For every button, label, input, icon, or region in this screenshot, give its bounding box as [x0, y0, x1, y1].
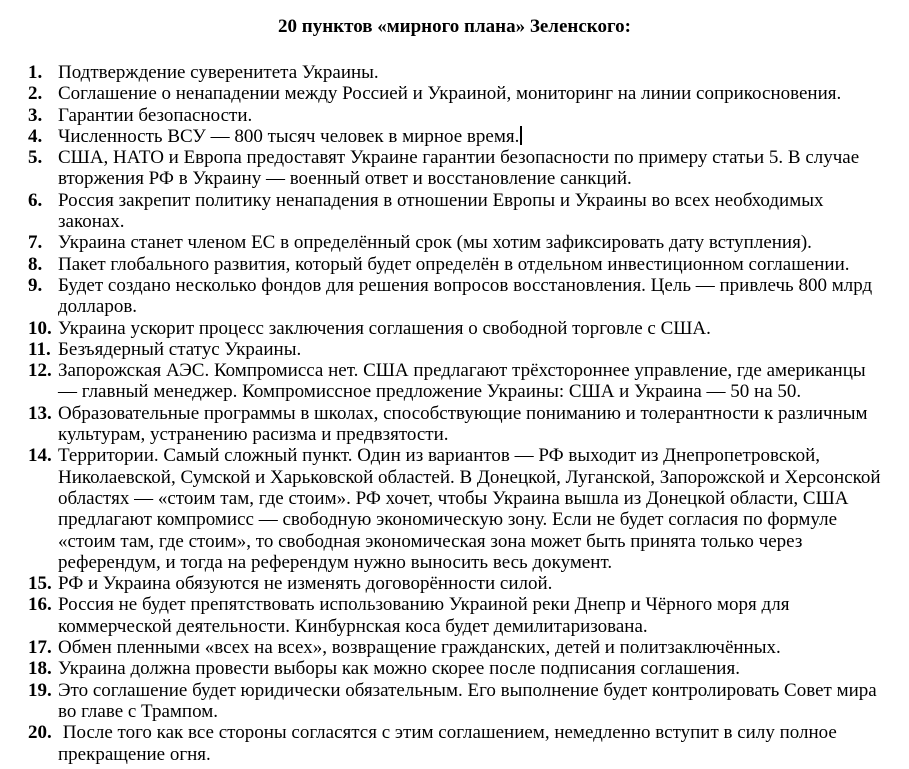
list-item: [0, 62, 909, 83]
list-item: [0, 190, 909, 233]
list-item: [0, 254, 909, 275]
list-item-number: 10.: [28, 317, 52, 339]
list-item-text: Украина станет членом ЕС в определённый срок (мы хотим зафиксировать дату вступления).: [58, 232, 812, 254]
list-item-text: Украина должна провести выборы как можно скорее после подписания соглашения.: [58, 658, 740, 680]
list-item-number: 13.: [28, 402, 52, 424]
list-item: [0, 318, 909, 339]
text-caret: [520, 126, 522, 145]
list-item-text: Россия не будет препятствовать использованию Украиной реки Днепр и Чёрного моря для коммерческой деятельности. Кинбурнская коса будет демилитаризована.: [58, 594, 790, 637]
list-item-number: 6.: [28, 189, 43, 211]
list-item-number: 17.: [28, 637, 52, 659]
list-item: [0, 83, 909, 104]
list-item-text: Территории. Самый сложный пункт. Один из вариантов — РФ выходит из Днепропетровской, Николаевской, Сумской и Харьковской областей. В Донецкой, Луганской, Запорожской и Херсонской областях — «стоим там, где стоим». РФ хочет, чтобы Украина вышла из Донецкой области, США предлагают компромисс — свободную экономическую зону. Если не будет согласия по формуле «стоим там, где стоим», то свободная экономическая зона может быть принята только через референдум, и тогда на референдум нужно выносить весь документ.: [58, 445, 881, 573]
list-item-text: Пакет глобального развития, который будет определён в отдельном инвестиционном соглашении.: [58, 253, 850, 275]
list-item: [0, 339, 909, 360]
list-item-number: 9.: [28, 274, 43, 296]
list-item: [0, 105, 909, 126]
list-item: [0, 594, 909, 637]
list-item: [0, 403, 909, 446]
list-item-number: 15.: [28, 573, 52, 595]
list-item-text: Соглашение о ненападении между Россией и Украиной, мониторинг на линии соприкосновения.: [58, 83, 842, 105]
list-item-text: Будет создано несколько фондов для решения вопросов восстановления. Цель — привлечь 800 млрд долларов.: [58, 274, 873, 318]
list-item: [0, 573, 909, 594]
list-item-number: 8.: [28, 253, 43, 275]
list-item: [0, 360, 909, 403]
list-item-text: Образовательные программы в школах, способствующие пониманию и толерантности к различным культурам, устранению расизма и предвзятости.: [58, 402, 868, 446]
list-item-number: 14.: [28, 445, 52, 467]
list-item: [0, 126, 909, 147]
list-item: [0, 722, 909, 765]
list-item-number: 16.: [28, 594, 52, 616]
list-item-number: 1.: [28, 62, 43, 83]
list-item-text: Обмен пленными «всех на всех», возвращение гражданских, детей и политзаключённых.: [58, 637, 781, 659]
list-item-text: Численность ВСУ — 800 тысяч человек в мирное время.: [58, 126, 881, 147]
list-item: [0, 658, 909, 679]
list-item-text: Запорожская АЭС. Компромисса нет. США предлагают трёхстороннее управление, где американцы — главный менеджер. Компромиссное предложение Украины: США и Украина — 50 на 50.: [58, 360, 866, 403]
list-item-text: После того как все стороны согласятся с этим соглашением, немедленно вступит в силу полное прекращение огня.: [58, 722, 837, 765]
list-item-number: 20.: [28, 722, 52, 744]
list-item-number: 2.: [28, 83, 43, 105]
list-item-text: РФ и Украина обязуются не изменять договорённости силой.: [58, 573, 553, 595]
list-item-text: Гарантии безопасности.: [58, 104, 253, 126]
list-item-text: Безъядерный статус Украины.: [58, 338, 302, 360]
list-item-number: 5.: [28, 147, 43, 169]
list-item-number: 11.: [28, 338, 51, 360]
list-item-number: 3.: [28, 104, 43, 126]
list-item-text: Россия закрепит политику ненападения в отношении Европы и Украины во всех необходимых законах.: [58, 189, 824, 233]
numbered-list: [0, 62, 909, 765]
list-item-text: Украина ускорит процесс заключения соглашения о свободной торговле с США.: [58, 317, 711, 339]
list-item-number: 19.: [28, 679, 52, 701]
list-item-number: 12.: [28, 360, 52, 382]
list-item: [0, 680, 909, 723]
list-item: [0, 232, 909, 253]
list-item: [0, 147, 909, 190]
document-title: 20 пунктов «мирного плана» Зеленского:: [278, 16, 631, 37]
list-item: [0, 445, 909, 573]
list-item: [0, 275, 909, 318]
list-item-number: 18.: [28, 658, 52, 680]
list-item-text: Подтверждение суверенитета Украины.: [58, 62, 379, 83]
list-item: [0, 637, 909, 658]
list-item-number: 7.: [28, 232, 43, 254]
list-item-number: 4.: [28, 125, 43, 147]
list-item-text: Это соглашение будет юридически обязательным. Его выполнение будет контролировать Совет мира во главе с Трампом.: [58, 679, 877, 722]
list-item-text: США, НАТО и Европа предоставят Украине гарантии безопасности по примеру статьи 5. В случае вторжения РФ в Украину — военный ответ и восстановление санкций.: [58, 147, 860, 190]
